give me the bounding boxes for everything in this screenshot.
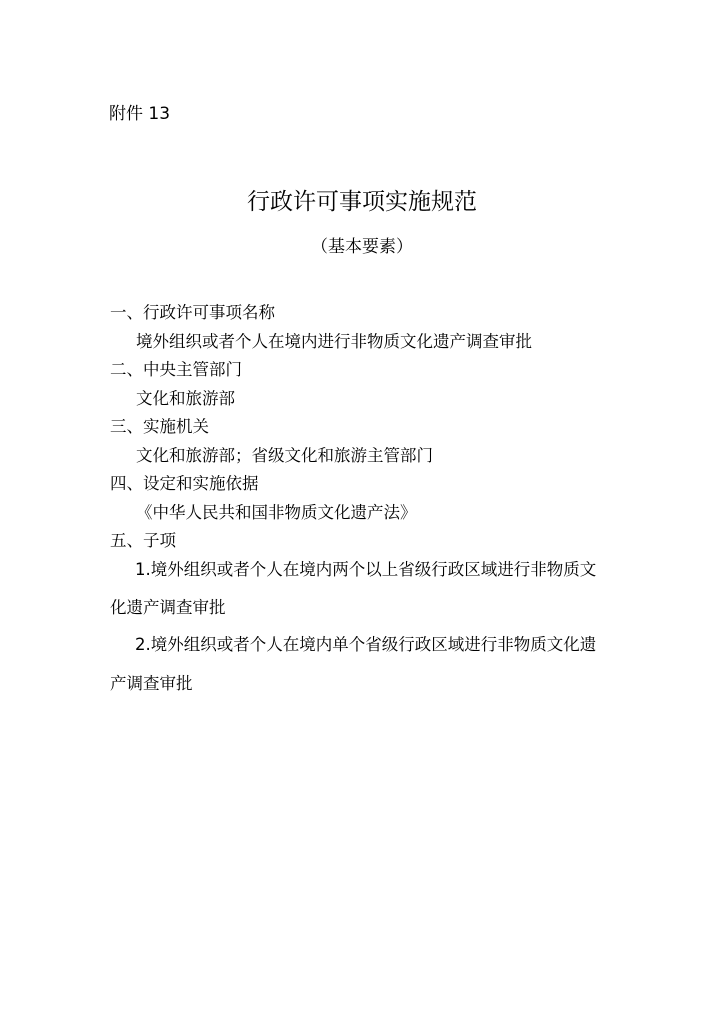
subitem-1-line-1: 1.境外组织或者个人在境内两个以上省级行政区域进行非物质文 [135, 560, 597, 579]
section-heading-1: 一、行政许可事项名称 [110, 303, 275, 322]
section-body-1: 境外组织或者个人在境内进行非物质文化遗产调查审批 [136, 332, 532, 351]
subitem-2-line-2: 产调查审批 [110, 674, 193, 693]
section-heading-4: 四、设定和实施依据 [110, 474, 259, 493]
subitem-1-line-2: 化遗产调查审批 [110, 598, 226, 617]
section-body-3: 文化和旅游部；省级文化和旅游主管部门 [136, 446, 433, 465]
section-body-4: 《中华人民共和国非物质文化遗产法》 [136, 503, 417, 522]
section-body-2: 文化和旅游部 [136, 389, 235, 408]
document-title: 行政许可事项实施规范 [247, 189, 477, 215]
section-heading-2: 二、中央主管部门 [110, 360, 242, 379]
document-subtitle: （基本要素） [311, 237, 413, 257]
attachment-label: 附件 13 [109, 104, 171, 124]
subitem-2-line-1: 2.境外组织或者个人在境内单个省级行政区域进行非物质文化遗 [135, 635, 597, 654]
section-heading-3: 三、实施机关 [110, 417, 209, 436]
section-heading-5: 五、子项 [110, 531, 176, 550]
